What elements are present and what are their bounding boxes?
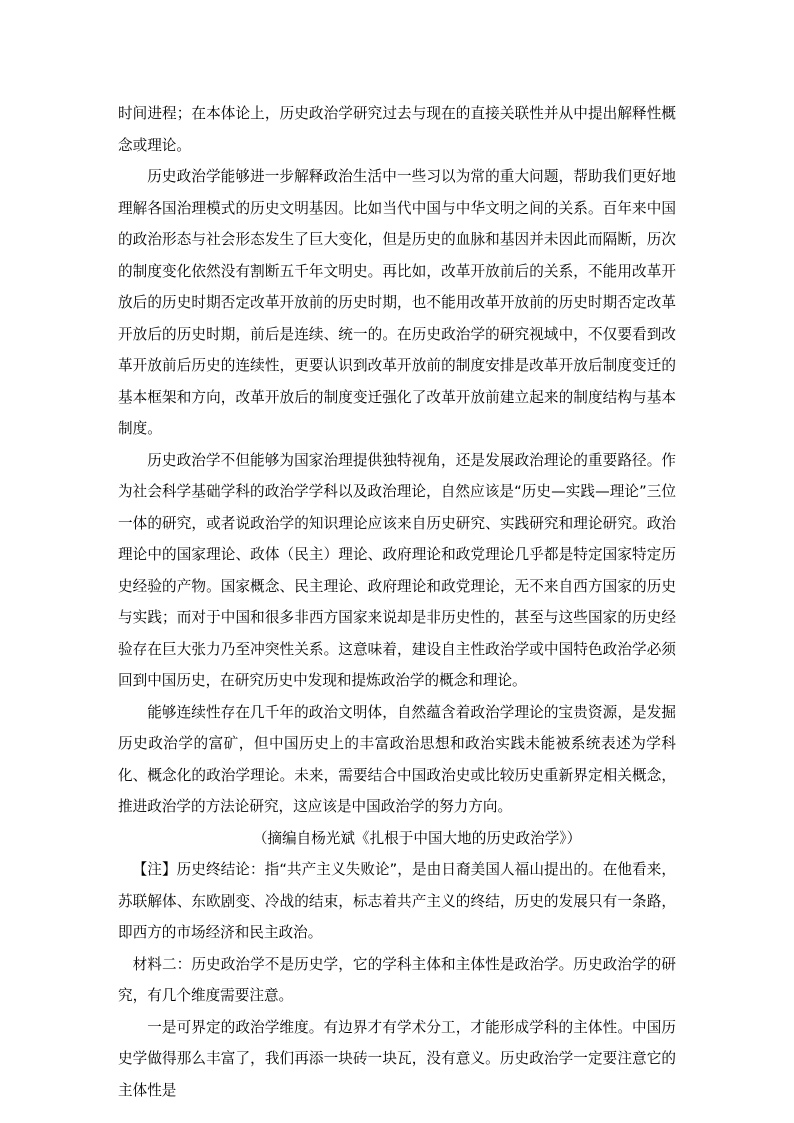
dimension-one: 一是可界定的政治学维度。有边界才有学术分工，才能形成学科的主体性。中国历史学做得那么丰富了，我们再添一块砖一块瓦，没有意义。历史政治学一定要注意它的主体性是 <box>118 1018 676 1099</box>
footnote: 【注】历史终结论：指“共产主义失败论”，是由日裔美国人福山提出的。在他看来，苏联解体、东欧剧变、冷战的结束，标志着共产主义的终结，历史的发展只有一条路，即西方的市场经济和民主政治。 <box>118 861 676 941</box>
paragraph-theory-path: 历史政治学不但能够为国家治理提供独特视角，还是发展政治理论的重要路径。作为社会科学基础学科的政治学学科以及政治理论，自然应该是“历史—实践—理论”三位一体的研究，或者说政治学的知识理论应该来自历史研究、实践研究和理论研究。政治理论中的国家理论、政体（民主）理论、政府理论和政党理论几乎都是特定国家特定历史经验的产物。国家概念、民主理论、政府理论和政党理论，无不来自西方国家的历史与实践；而对于中国和很多非西方国家来说却是非历史性的，甚至与这些国家的历史经验存在巨大张力乃至冲突性关系。这意味着，建设自主性政治学或中国特色政治学必须回到中国历史，在研究历史中发现和提炼政治学的概念和理论。 <box>118 451 676 689</box>
material-two-intro: 材料二：历史政治学不是历史学，它的学科主体和主体性是政治学。历史政治学的研究，有几个维度需要注意。 <box>118 955 676 1004</box>
article-body <box>118 98 676 1106</box>
paragraph-continuation: 时间进程；在本体论上，历史政治学研究过去与现在的直接关联性并从中提出解释性概念或理论。 <box>118 105 676 154</box>
source-citation: （摘编自杨光斌《扎根于中国大地的历史政治学》） <box>252 829 582 847</box>
paragraph-explanation: 历史政治学能够进一步解释政治生活中一些习以为常的重大问题，帮助我们更好地理解各国治理模式的历史文明基因。比如当代中国与中华文明之间的关系。百年来中国的政治形态与社会形态发生了巨大变化，但是历史的血脉和基因并未因此而隔断，历次的制度变化依然没有割断五千年文明史。再比如，改革开放前后的关系，不能用改革开放后的历史时期否定改革开放前的历史时期，也不能用改革开放前的历史时期否定改革开放后的历史时期，前后是连续、统一的。在历史政治学的研究视域中，不仅要看到改革开放前后历史的连续性，更要认识到改革开放前的制度安排是改革开放后制度变迁的基本框架和方向，改革开放后的制度变迁强化了改革开放前建立起来的制度结构与基本制度。 <box>118 168 676 437</box>
paragraph-future-direction: 能够连续性存在几千年的政治文明体，自然蕴含着政治学理论的宝贵资源，是发掘历史政治学的富矿，但中国历史上的丰富政治思想和政治实践未能被系统表述为学科化、概念化的政治学理论。未来，需要结合中国政治史或比较历史重新界定相关概念，推进政治学的方法论研究，这应该是中国政治学的努力方向。 <box>118 703 676 815</box>
